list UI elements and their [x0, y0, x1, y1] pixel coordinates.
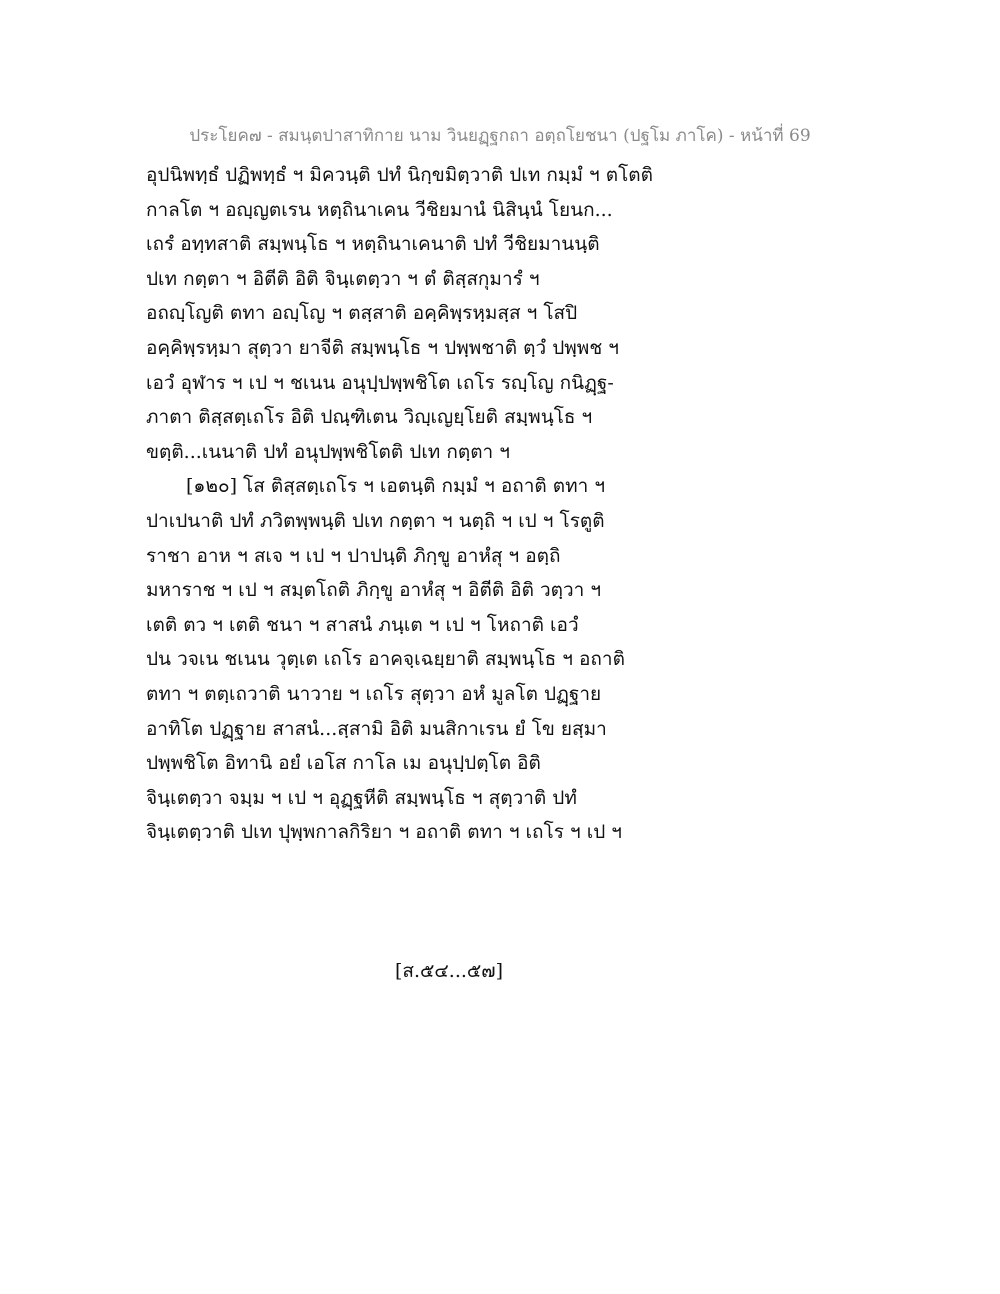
- paragraph-start-line: [๑๒๐] โส ติสฺสตฺเถโร ฯ เอตนฺติ กมฺมํ ฯ อถาติ ตทา ฯ: [186, 475, 606, 498]
- text-line: เถรํ อทฺทสาติ สมฺพนฺโธ ฯ หตฺถินาเคนาติ ปทํ วีชิยมานนฺติ: [146, 233, 600, 256]
- text-line: เตติ ตว ฯ เตติ ชนา ฯ สาสนํ ภนฺเต ฯ เป ฯ โหถาติ เอวํ: [146, 613, 579, 636]
- running-header: [0, 122, 1000, 149]
- text-line: มหาราช ฯ เป ฯ สมฺตโถติ ภิกฺขู อาหํสุ ฯ อิตีติ อิติ วตฺวา ฯ: [146, 579, 602, 602]
- text-line: จินฺเตตฺวา จมฺม ฯ เป ฯ อุฏฺฐหีติ สมฺพนฺโธ ฯ สุตฺวาติ ปทํ: [146, 786, 577, 809]
- text-line: กาลโต ฯ อญฺญตเรน หตฺถินาเคน วีชิยมานํ นิสินฺนํ โยนก...: [146, 198, 613, 221]
- text-line: จินฺเตตฺวาติ ปเท ปุพฺพกาลกิริยา ฯ อถาติ ตทา ฯ เถโร ฯ เป ฯ: [146, 821, 622, 844]
- text-line: อุปนิพทฺธํ ปฏิพทฺธํ ฯ มิควนฺติ ปทํ นิกฺขมิตฺวาติ ปเท กมฺมํ ฯ ตโตติ: [146, 164, 653, 186]
- text-line: ปน วจเน ชเนน วุตฺเต เถโร อาคจฺเฉยฺยาติ สมฺพนฺโธ ฯ อถาติ: [146, 648, 625, 671]
- page-reference: [0, 956, 1000, 986]
- text-line: ปาเปนาติ ปทํ ภวิตพฺพนฺติ ปเท กตฺตา ฯ นตฺถิ ฯ เป ฯ โรตูติ: [146, 509, 605, 532]
- text-line: อาทิโต ปฏฺฐาย สาสนํ...สฺสามิ อิติ มนสิกาเรน ยํ โข ยสฺมา: [146, 717, 607, 740]
- text-line: ภาตา ติสฺสตฺเถโร อิติ ปณฺฑิเตน วิญฺเญยฺโยติ สมฺพนฺโธ ฯ: [146, 406, 593, 429]
- body-text: [146, 158, 846, 850]
- text-line: เอวํ อุฬาร ฯ เป ฯ ชเนน อนุปฺปพฺพชิโต เถโร รญฺโญ กนิฏฺฐ-: [146, 371, 614, 394]
- running-header-text: ประโยค๗ - สมนฺตปาสาทิกาย นาม วินยฏฺฐกถา อตฺถโยชนา (ปฐโม ภาโค) - หน้าที่ 69: [189, 126, 811, 146]
- text-line: อถญฺโญติ ตทา อญฺโญ ฯ ตสฺสาติ อคฺคิพฺรหฺมสฺส ฯ โสปิ: [146, 302, 578, 325]
- text-line: ปเท กตฺตา ฯ อิตีติ อิติ จินฺเตตฺวา ฯ ตํ ติสฺสกุมารํ ฯ: [146, 267, 540, 290]
- text-line: ปพฺพชิโต อิทานิ อยํ เอโส กาโล เม อนุปฺปตฺโต อิติ: [146, 752, 541, 775]
- page-reference-text: [ส.๕๔...๕๗]: [394, 960, 503, 982]
- text-line: ตทา ฯ ตตฺเถวาติ นาวาย ฯ เถโร สุตฺวา อหํ มูลโต ปฏฺฐาย: [146, 682, 602, 705]
- text-line: ราชา อาห ฯ สเจ ฯ เป ฯ ปาปนฺติ ภิกฺขู อาหํสุ ฯ อตฺถิ: [146, 544, 561, 567]
- text-line: อคฺคิพฺรหฺมา สุตฺวา ยาจีติ สมฺพนฺโธ ฯ ปพฺพชาติ ตฺวํ ปพฺพช ฯ: [146, 336, 619, 359]
- text-line: ขตฺติ...เนนาติ ปทํ อนุปพฺพชิโตติ ปเท กตฺตา ฯ: [146, 440, 510, 463]
